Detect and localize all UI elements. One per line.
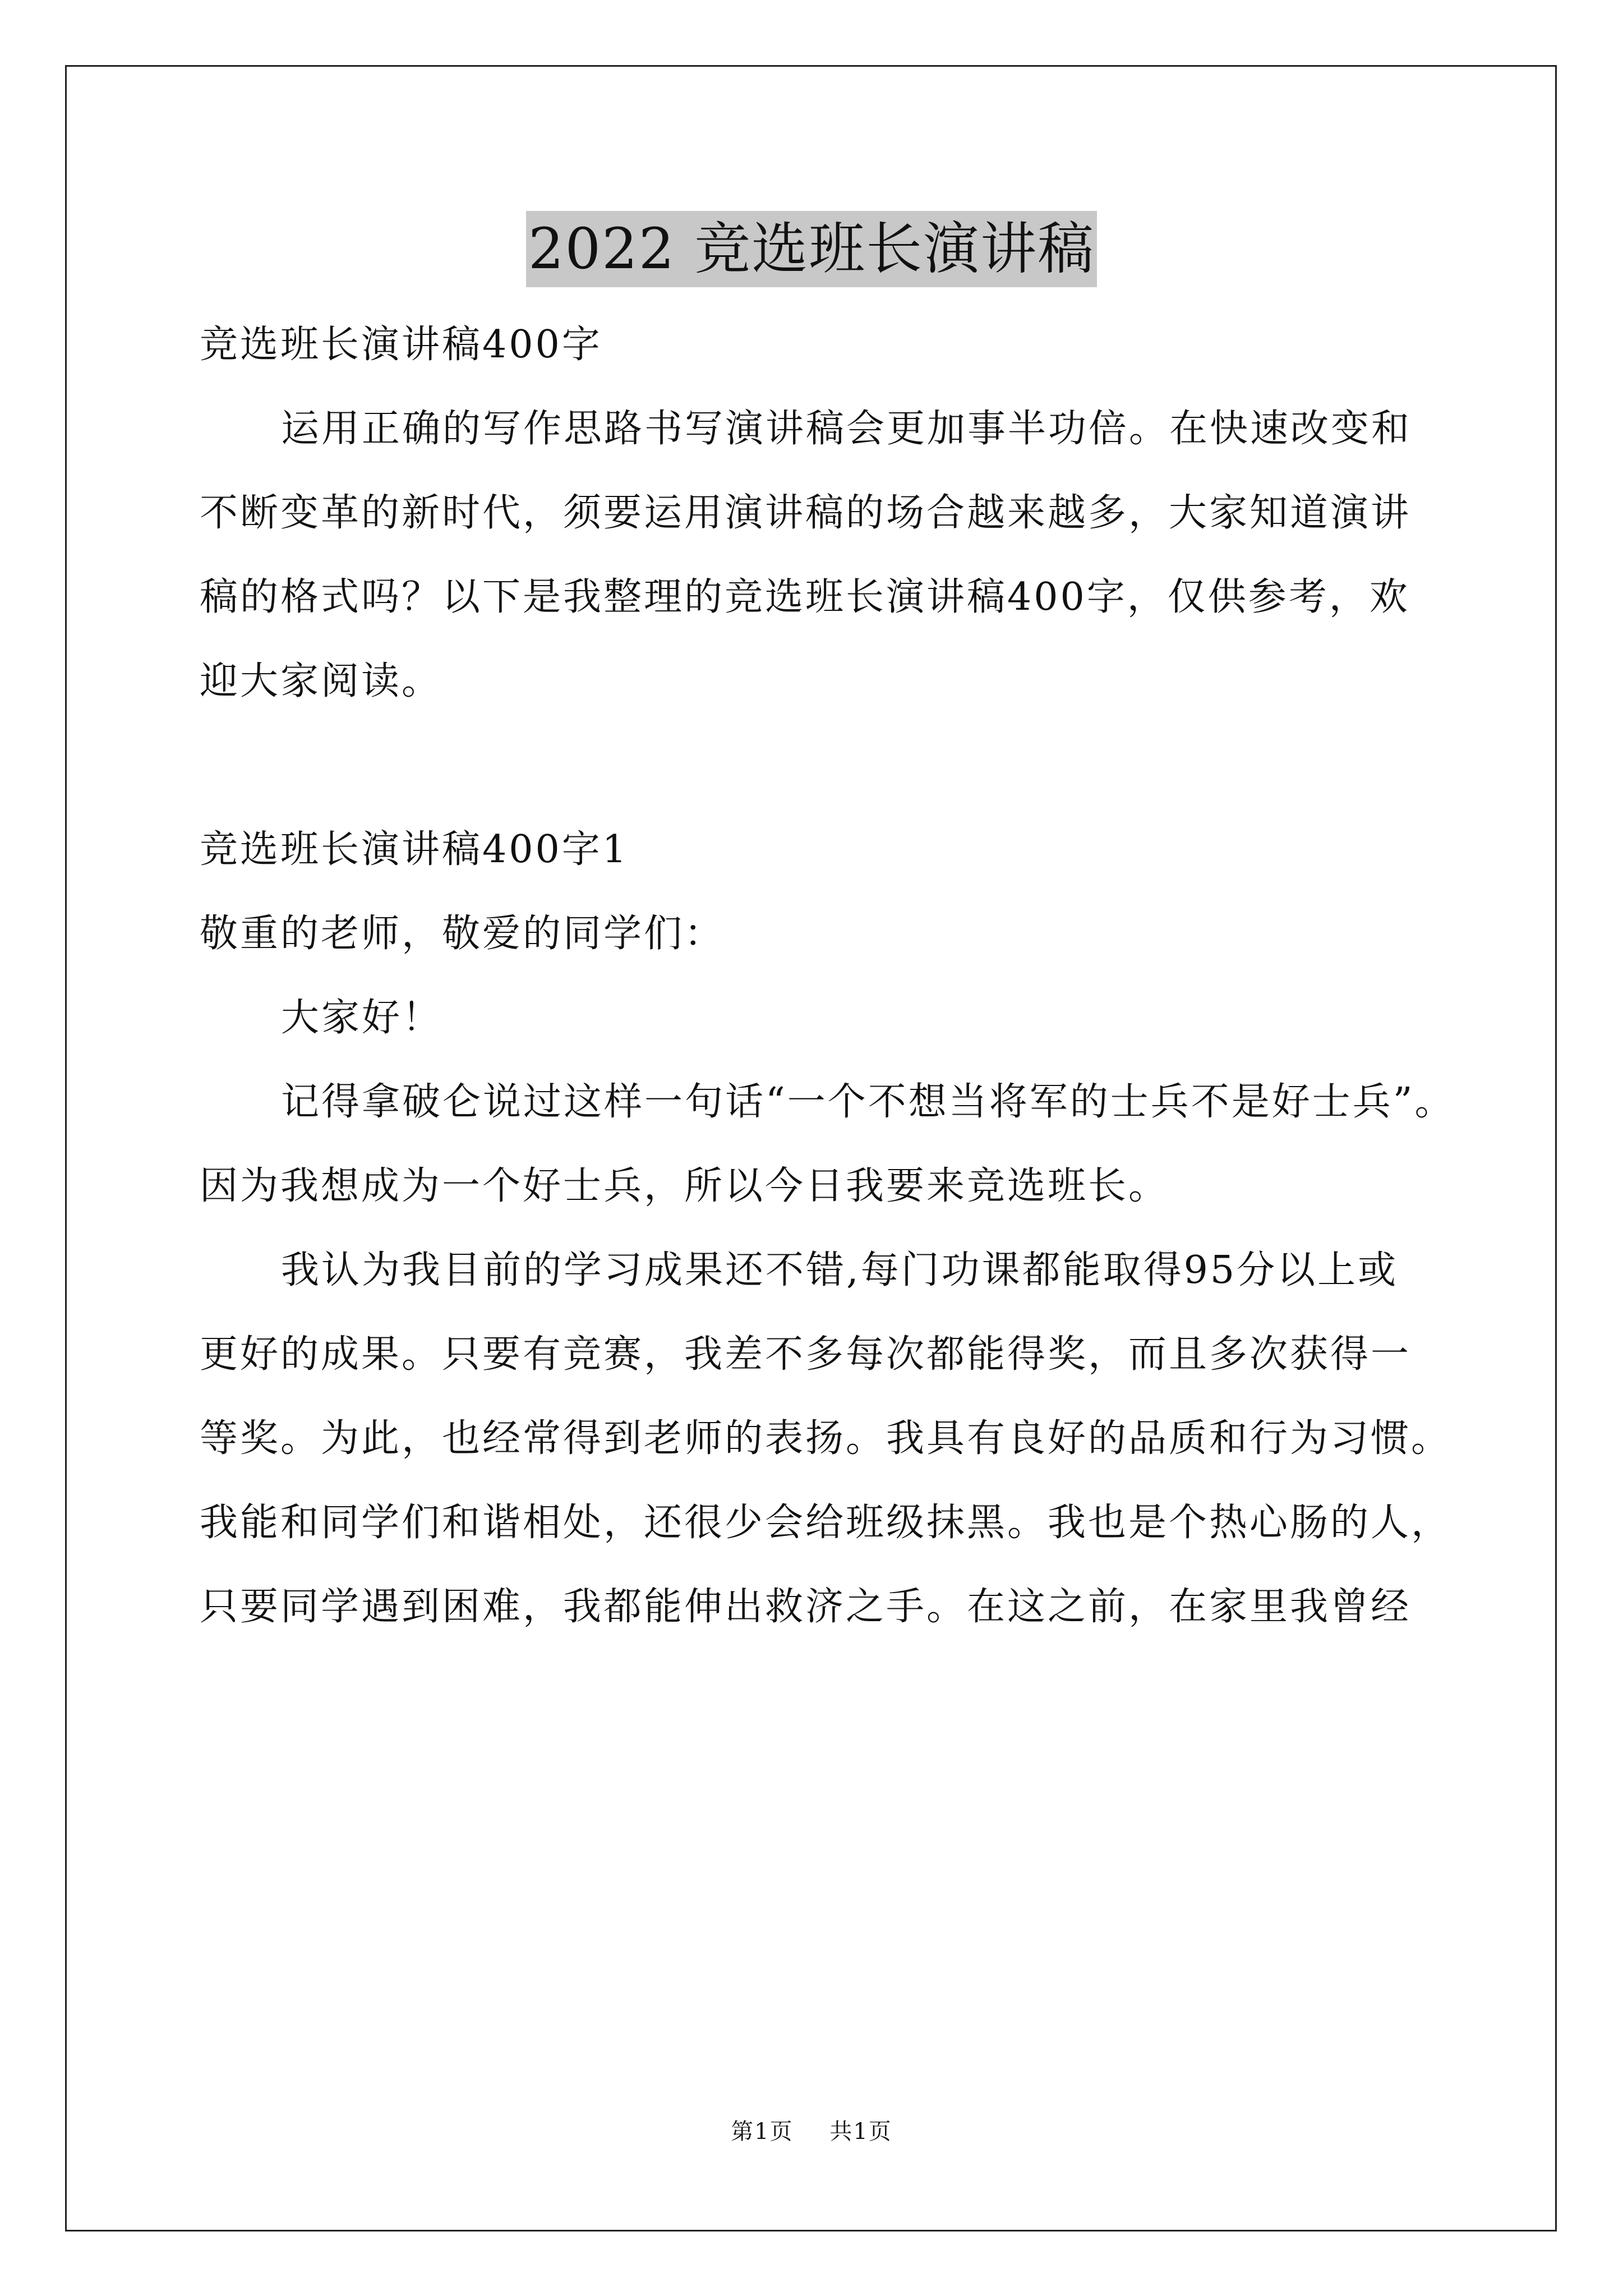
page-number: 第1页 [731, 2119, 794, 2145]
document-title: 2022 竞选班长演讲稿 [526, 211, 1097, 287]
text-line: 大家好！ [281, 996, 443, 1040]
text-line: 记得拿破仑说过这样一句话“一个不想当将军的士兵不是好士兵”。 [281, 1080, 1455, 1124]
page-footer [0, 2115, 1623, 2148]
text-line: 运用正确的写作思路书写演讲稿会更加事半功倍。在快速改变和 [281, 407, 1412, 451]
text-line: 迎大家阅读。 [200, 659, 442, 703]
text-line: 只要同学遇到困难，我都能伸出救济之手。在这之前，在家里我曾经 [200, 1585, 1412, 1629]
text-line: 不断变革的新时代，须要运用演讲稿的场合越来越多，大家知道演讲 [200, 491, 1412, 535]
text-line: 我认为我目前的学习成果还不错,每门功课都能取得95分以上或 [281, 1248, 1399, 1292]
text-line: 稿的格式吗？以下是我整理的竞选班长演讲稿400字，仅供参考，欢 [200, 575, 1410, 619]
text-line: 等奖。为此，也经常得到老师的表扬。我具有良好的品质和行为习惯。 [200, 1416, 1452, 1461]
text-line: 我能和同学们和谐相处，还很少会给班级抹黑。我也是个热心肠的人， [200, 1501, 1452, 1545]
text-line: 更好的成果。只要有竞赛，我差不多每次都能得奖，而且多次获得一 [200, 1332, 1412, 1377]
title-container [0, 211, 1623, 287]
text-line: 竞选班长演讲稿400字 [200, 323, 602, 367]
page-total: 共1页 [829, 2119, 892, 2145]
text-line: 因为我想成为一个好士兵，所以今日我要来竞选班长。 [200, 1164, 1169, 1208]
paragraph-spacer [200, 724, 1478, 808]
document-body [200, 303, 1478, 1649]
text-line: 竞选班长演讲稿400字1 [200, 827, 629, 872]
text-line: 敬重的老师，敬爱的同学们： [200, 912, 725, 956]
